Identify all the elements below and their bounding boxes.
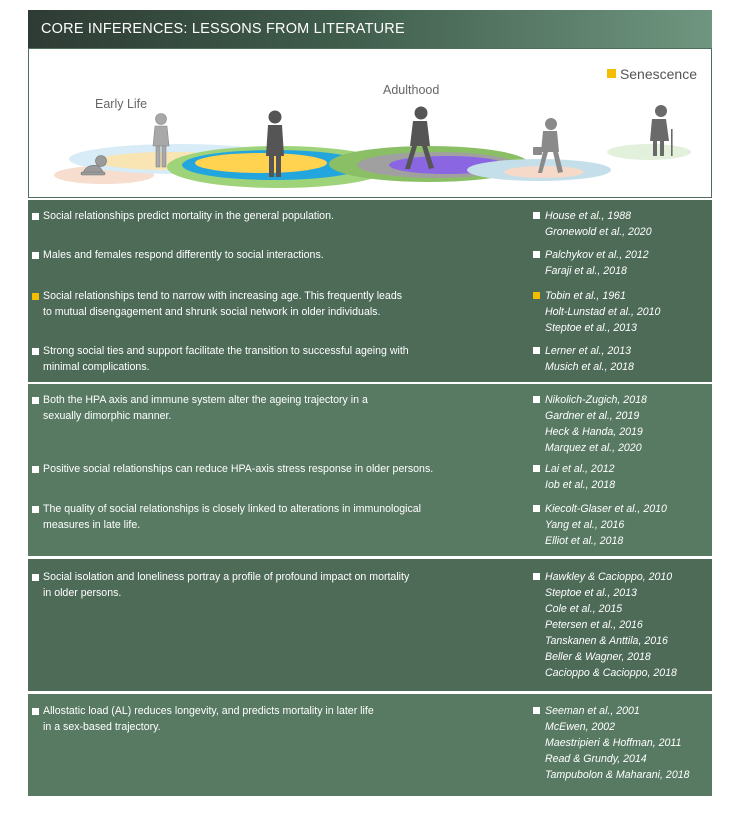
reference: Read & Grundy, 2014	[545, 753, 647, 765]
bullet-square-icon	[32, 213, 39, 220]
bullet-square-icon	[533, 212, 540, 219]
bullet-square-icon	[32, 506, 39, 513]
header-title: CORE INFERENCES: LESSONS FROM LITERATURE	[41, 21, 405, 37]
section-social-isolation	[28, 559, 712, 691]
reference: Nikolich-Zugich, 2018	[545, 394, 647, 406]
reference: Lai et al., 2012	[545, 463, 615, 475]
reference: Cacioppo & Cacioppo, 2018	[545, 667, 677, 679]
reference: Tanskanen & Anttila, 2016	[545, 635, 668, 647]
reference: Tampubolon & Maharani, 2018	[545, 769, 690, 781]
reference-list	[530, 343, 712, 375]
bullet-square-icon	[32, 293, 39, 300]
bullet-square-icon	[533, 396, 540, 403]
reference-list	[530, 247, 712, 279]
bullet-square-icon	[533, 573, 540, 580]
bullet-square-icon	[533, 505, 540, 512]
reference: Musich et al., 2018	[545, 361, 634, 373]
inference-text: Males and females respond differently to social interactions.	[43, 249, 324, 261]
bullet-square-icon	[32, 574, 39, 581]
inference-text: Both the HPA axis and immune system alter the ageing trajectory in a sexually dimorphic manner.	[43, 394, 368, 422]
inference-text: The quality of social relationships is closely linked to alterations in immunological measures in late life.	[43, 503, 422, 531]
inference-text: Allostatic load (AL) reduces longevity, and predicts mortality in later life in a sex-based trajectory.	[43, 705, 374, 733]
stage-label-senescence-legend	[607, 66, 697, 82]
reference: Marquez et al., 2020	[545, 442, 642, 454]
section-hpa-immune	[28, 384, 712, 556]
bullet-square-icon	[533, 465, 540, 472]
header-bar	[28, 10, 712, 48]
bullet-square-icon	[533, 251, 540, 258]
reference: Cole et al., 2015	[545, 603, 623, 615]
reference: Steptoe et al., 2013	[545, 322, 637, 334]
reference: McEwen, 2002	[545, 721, 616, 733]
bullet-square-icon	[32, 397, 39, 404]
reference: Iob et al., 2018	[545, 479, 616, 491]
bullet-square-icon	[533, 292, 540, 299]
reference-list	[530, 288, 712, 336]
reference-list	[530, 461, 712, 493]
bullet-square-icon	[32, 466, 39, 473]
reference-list	[530, 208, 712, 240]
bullet-square-icon	[533, 347, 540, 354]
bullet-square-icon	[32, 252, 39, 259]
bullet-square-icon	[533, 707, 540, 714]
reference: Tobin et al., 1961	[545, 290, 626, 302]
reference: Yang et al., 2016	[545, 519, 625, 531]
reference: Heck & Handa, 2019	[545, 426, 643, 438]
reference: Gronewold et al., 2020	[545, 226, 652, 238]
reference: Kiecolt-Glaser et al., 2010	[545, 503, 667, 515]
reference: Beller & Wagner, 2018	[545, 651, 651, 663]
reference: Palchykov et al., 2012	[545, 249, 649, 261]
reference: Lerner et al., 2013	[545, 345, 631, 357]
reference: Steptoe et al., 2013	[545, 587, 637, 599]
inference-text: Social relationships tend to narrow with increasing age. This frequently leads to mutual disengagement and shrunk social network in older individuals.	[43, 290, 403, 318]
reference-list	[530, 569, 712, 681]
inference-text: Social isolation and loneliness portray a profile of profound impact on mortality in older persons.	[43, 571, 410, 599]
inference-text: Positive social relationships can reduce HPA-axis stress response in older persons.	[43, 463, 434, 475]
section-allostatic-load	[28, 694, 712, 796]
section-social-relationships	[28, 200, 712, 382]
reference: Gardner et al., 2019	[545, 410, 640, 422]
reference-list	[530, 501, 712, 549]
stage-label-early-life: Early Life	[95, 97, 148, 111]
reference: Maestripieri & Hoffman, 2011	[545, 737, 682, 749]
stage-label-adulthood: Adulthood	[383, 83, 440, 97]
reference: Elliot et al., 2018	[545, 535, 624, 547]
inference-text: Strong social ties and support facilitate the transition to successful ageing with minimal complications.	[43, 345, 409, 373]
reference: Seeman et al., 2001	[545, 705, 640, 717]
reference-list	[530, 703, 712, 783]
life-stage-banner	[28, 48, 712, 198]
reference: Petersen et al., 2016	[545, 619, 643, 631]
reference: Faraji et al., 2018	[545, 265, 627, 277]
stage-label-senescence: Senescence	[619, 66, 697, 82]
bullet-square-icon	[32, 348, 39, 355]
reference-list	[530, 392, 712, 456]
inference-text: Social relationships predict mortality in the general population.	[43, 210, 334, 222]
reference: Hawkley & Cacioppo, 2010	[545, 571, 673, 583]
reference: House et al., 1988	[545, 210, 631, 222]
reference: Holt-Lunstad et al., 2010	[545, 306, 661, 318]
bullet-square-icon	[32, 708, 39, 715]
highlight-square-icon	[607, 69, 616, 78]
